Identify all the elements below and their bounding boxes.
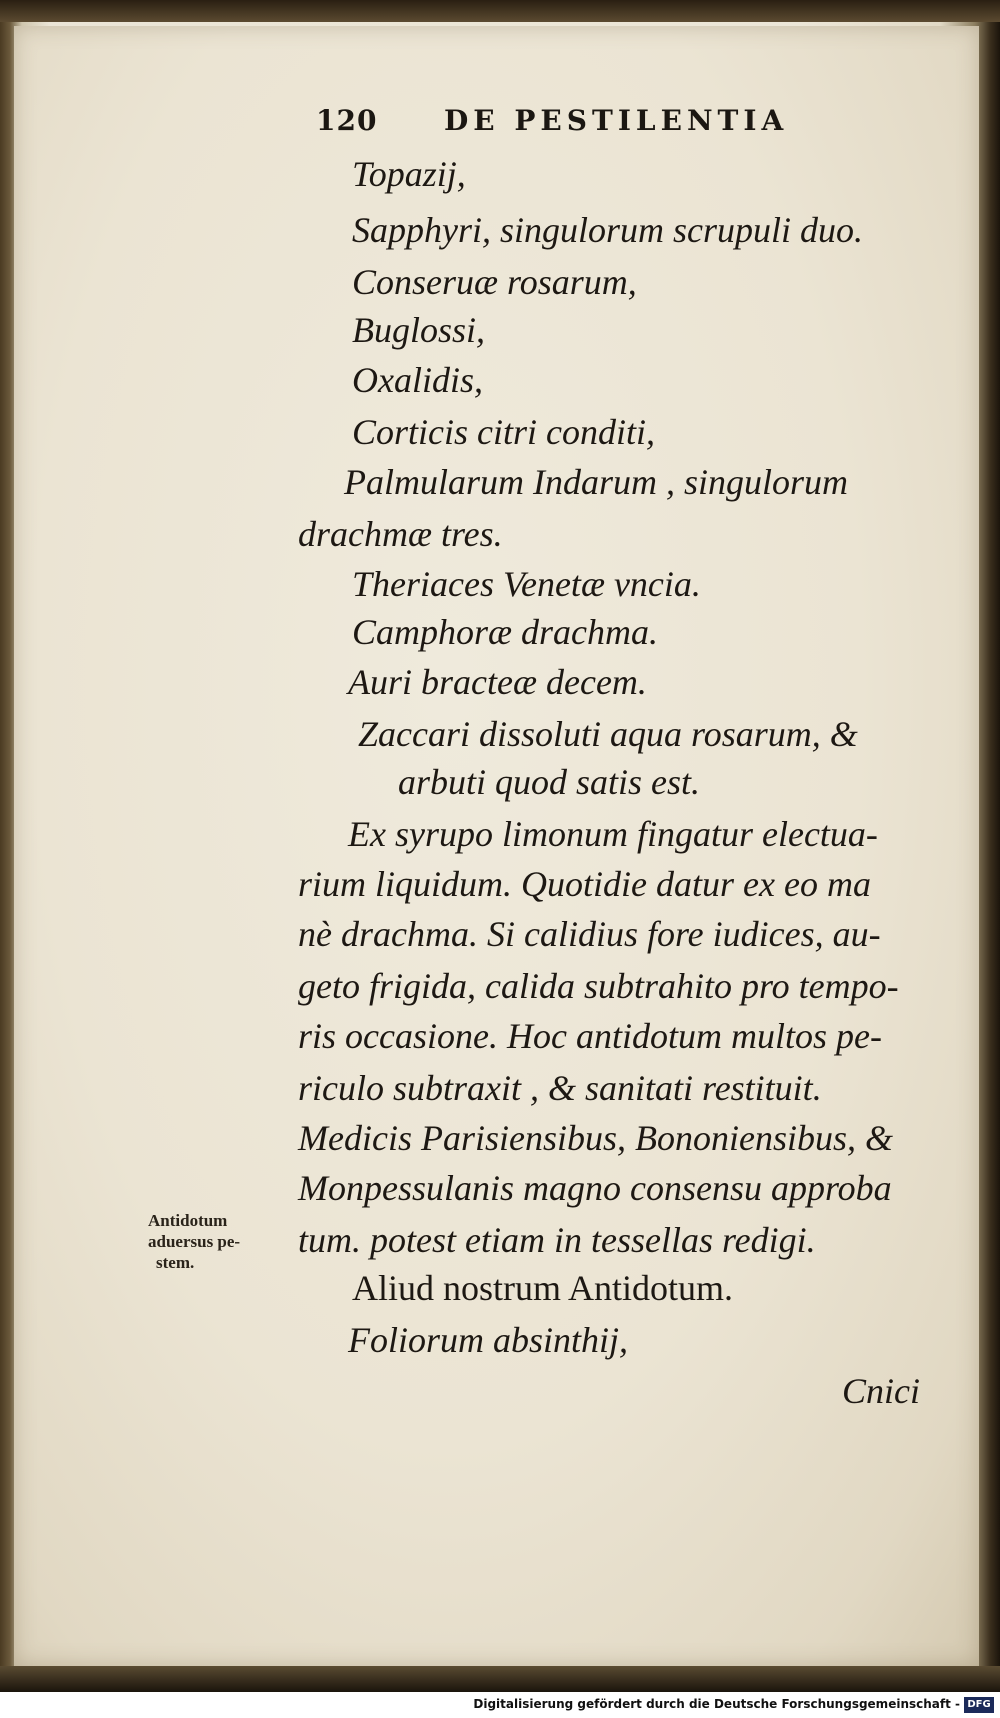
body-line: Buglossi, (352, 310, 486, 350)
body-line: Foliorum absinthij, (348, 1320, 629, 1360)
body-line: Palmularum Indarum , singulorum (344, 462, 849, 502)
body-line: Theriaces Venetæ vncia. (352, 564, 701, 604)
body-line: Topazij, (352, 154, 466, 194)
section-heading: Aliud nostrum Antidotum. (352, 1268, 734, 1308)
body-line: Conseruæ rosarum, (352, 262, 637, 302)
body-line: Medicis Parisiensibus, Bononiensibus, & (298, 1118, 893, 1158)
body-line: Zaccari dissoluti aqua rosarum, & (358, 714, 858, 754)
body-line: riculo subtraxit , & sanitati restituit. (298, 1068, 822, 1108)
margin-note-line: Antidotum (148, 1211, 228, 1230)
page-number: 120 (316, 104, 378, 137)
body-line: Sapphyri, singulorum scrupuli duo. (352, 210, 864, 250)
margin-note (148, 1210, 288, 1273)
book-top-edge (0, 0, 1000, 22)
running-head: DE PESTILENTIA (444, 104, 789, 137)
dfg-logo: DFG (964, 1697, 994, 1713)
margin-note-line: aduersus pe- (148, 1232, 241, 1251)
body-line: Oxalidis, (352, 360, 483, 400)
body-line: Corticis citri conditi, (352, 412, 655, 452)
body-line: Camphoræ drachma. (352, 612, 659, 652)
margin-note-line: stem. (156, 1253, 195, 1272)
digitization-credit: Digitalisierung gefördert durch die Deutsche Forschungsgemeinschaft - (473, 1697, 960, 1711)
body-line: Monpessulanis magno consensu approba (298, 1168, 892, 1208)
body-line: Auri bracteæ decem. (348, 662, 647, 702)
book-bottom-edge (0, 1666, 1000, 1692)
body-line: ris occasione. Hoc antidotum multos pe- (298, 1016, 882, 1056)
catchword: Cnici (842, 1371, 920, 1411)
body-line: nè drachma. Si calidius fore iudices, au- (298, 914, 881, 954)
body-line: rium liquidum. Quotidie datur ex eo ma (298, 864, 871, 904)
body-line: drachmæ tres. (298, 514, 503, 554)
body-line: arbuti quod satis est. (398, 762, 701, 802)
body-line: geto frigida, calida subtrahito pro tempo- (298, 966, 899, 1006)
body-line: Ex syrupo limonum fingatur electua- (348, 814, 878, 854)
body-line: tum. potest etiam in tessellas redigi. (298, 1220, 816, 1260)
